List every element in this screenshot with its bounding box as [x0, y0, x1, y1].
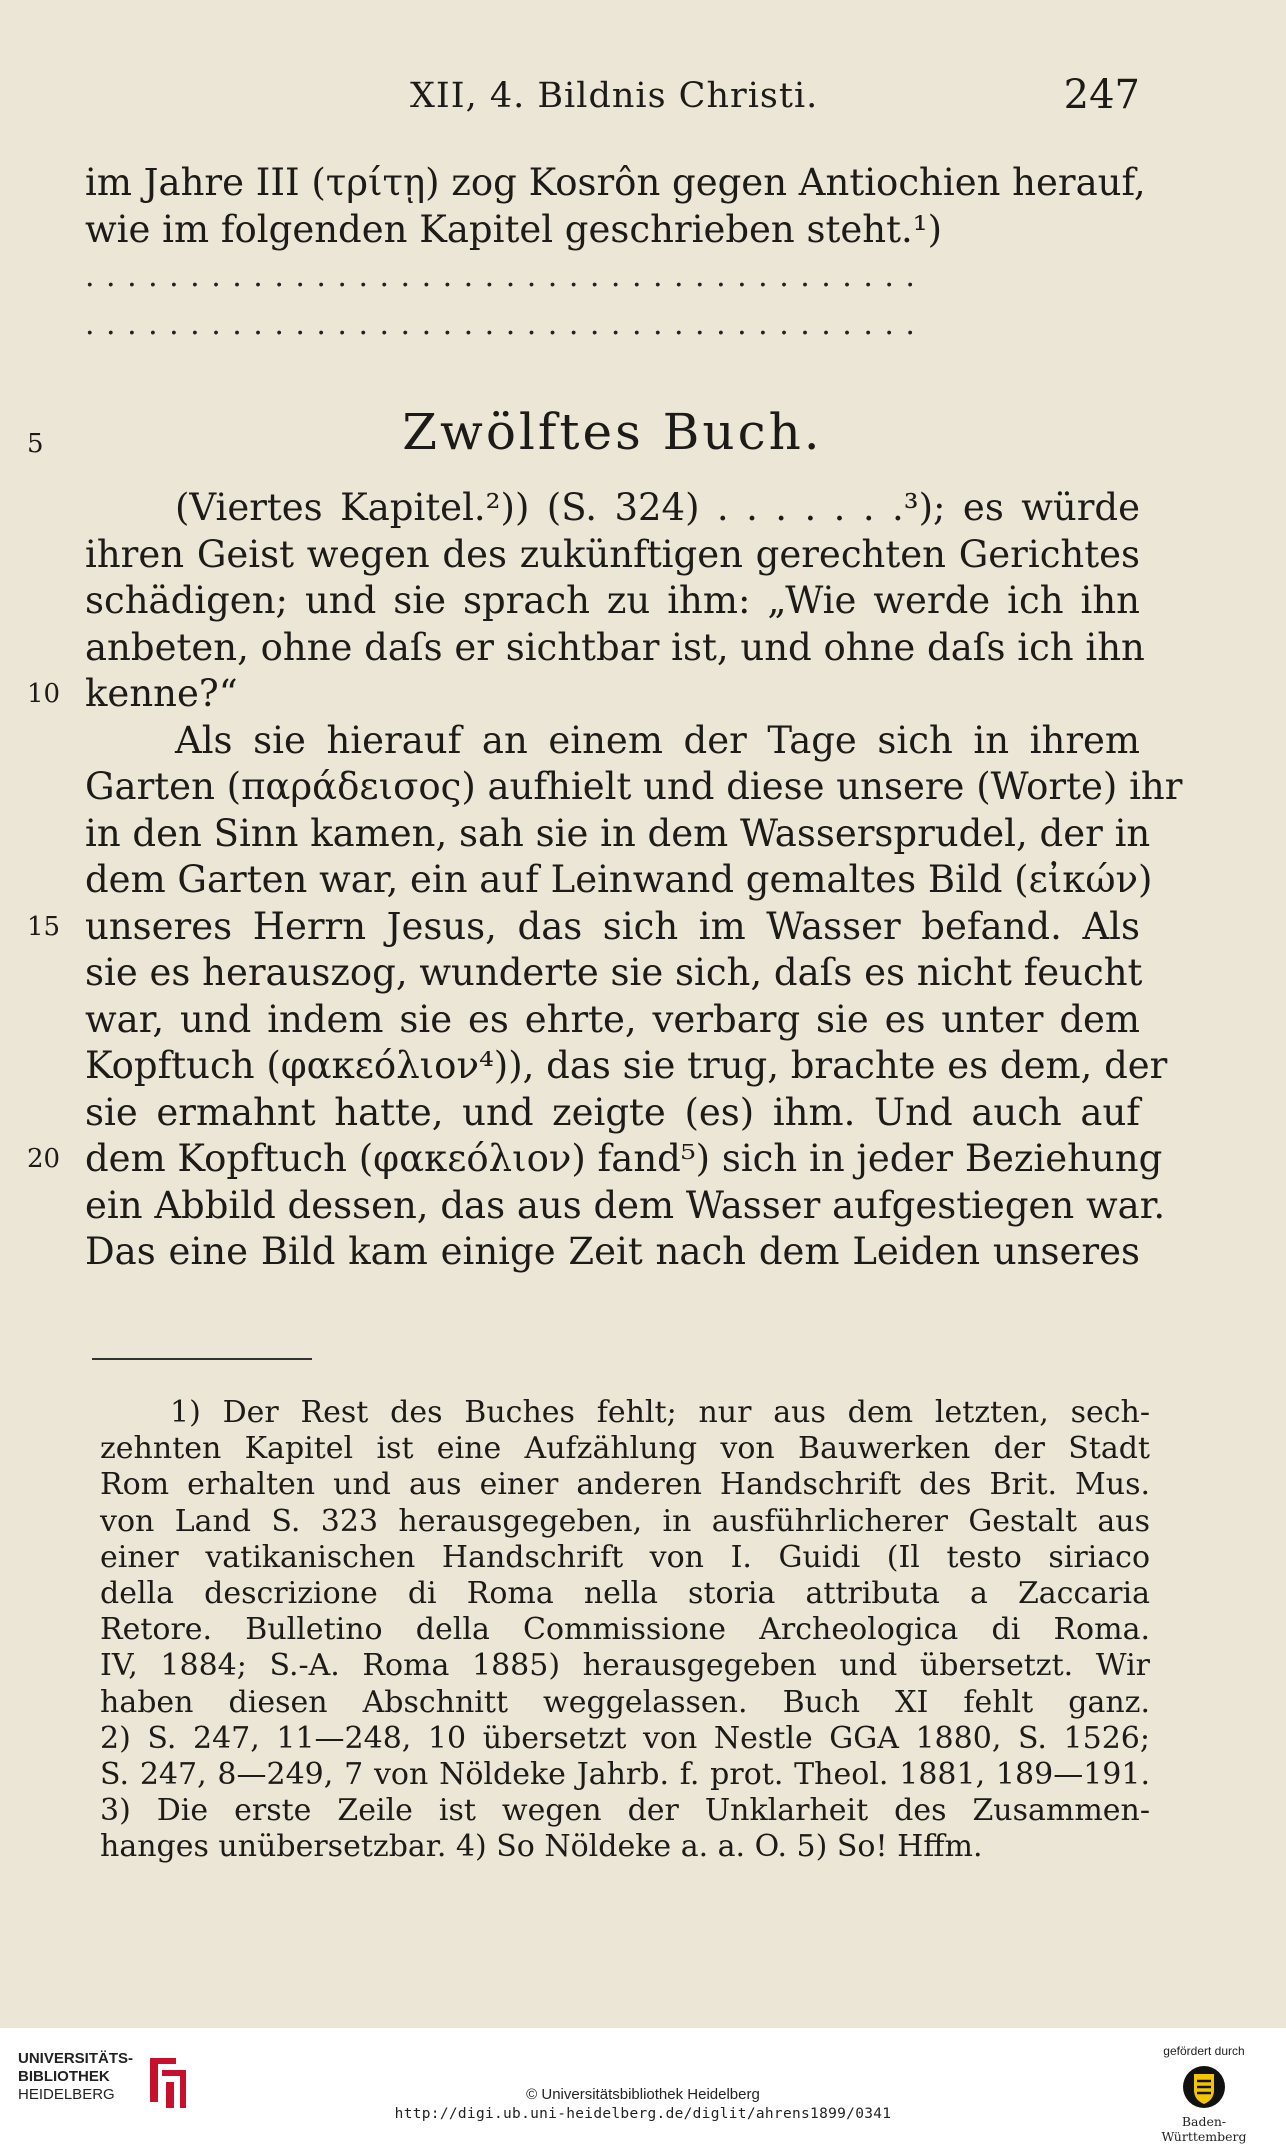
footnote-line: haben diesen Abschnitt weggelassen. Buch XI fehlt ganz.	[100, 1684, 1150, 1720]
text-line: Kopftuch (φακεόλιον⁴)), das sie trug, brachte es dem, der	[85, 1044, 1168, 1087]
ellipsis-line: ........................................	[85, 259, 927, 294]
permalink[interactable]: http://digi.ub.uni-heidelberg.de/diglit/ahrens1899/0341	[394, 2106, 892, 2122]
text-line: Als sie hierauf an einem der Tage sich in ihrem	[175, 718, 1140, 762]
footnote-line: IV, 1884; S.-A. Roma 1885) herausgegeben und übersetzt. Wir	[100, 1648, 1150, 1684]
text-line: sie es herauszog, wunderte sie sich, daſs es nicht feucht	[85, 951, 1143, 994]
line-number: 20	[27, 1144, 61, 1174]
line-number: 15	[27, 911, 61, 942]
text-line: anbeten, ohne daſs er sichtbar ist, und ohne daſs ich ihn	[85, 625, 1145, 669]
footnote-line: 1) Der Rest des Buches fehlt; nur aus dem letzten, sech-	[170, 1395, 1150, 1430]
library-logo[interactable]	[18, 2050, 193, 2114]
running-head: XII, 4. Bildnis Christi.	[410, 76, 819, 116]
chapter-heading	[27, 389, 1140, 485]
footnote-line: S. 247, 8—249, 7 von Nöldeke Jahrb. f. prot. Theol. 1881, 189—191.	[100, 1756, 1150, 1792]
sponsor-block	[1144, 2044, 1264, 2144]
body-text	[27, 160, 1183, 1276]
text-line: in den Sinn kamen, sah sie in dem Wassersprudel, der in	[85, 811, 1151, 855]
footnote-line: hanges unübersetzbar. 4) So Nöldeke a. a. O. 5) So! Hffm.	[100, 1829, 983, 1865]
footnote-line: della descrizione di Roma nella storia attributa a Zaccaria	[100, 1575, 1150, 1611]
sponsor-label: gefördert durch	[1163, 2044, 1245, 2058]
viewer-footer	[0, 2028, 1286, 2144]
page-number: 247	[1063, 72, 1140, 118]
ellipsis-line: ........................................	[85, 307, 927, 342]
footnote-line: von Land S. 323 herausgegeben, in ausführlicherer Gestalt aus	[100, 1503, 1150, 1539]
text-line: 15 unseres Herrn Jesus, das sich im Wasser befand. Als	[85, 904, 1140, 951]
text-line: ihren Geist wegen des zukünftigen gerechten Gerichtes	[85, 532, 1140, 576]
line-number: 5	[27, 429, 44, 459]
text-line: Das eine Bild kam einige Zeit nach dem Leiden unseres	[85, 1230, 1140, 1273]
footnote-line: einer vatikanischen Handschrift von I. Guidi (Il testo siriaco	[100, 1539, 1150, 1575]
footnote-divider	[92, 1358, 312, 1360]
text-line: (Viertes Kapitel.²)) (S. 324) . . . . . . .³); es würde	[175, 486, 1140, 529]
library-name-line: BIBLIOTHEK	[18, 2068, 110, 2085]
footnote-line: Retore. Bulletino della Commissione Archeologica di Roma.	[100, 1612, 1150, 1648]
footnote-line: Rom erhalten und aus einer anderen Handschrift des Brit. Mus.	[100, 1467, 1150, 1503]
text-line: 10 kenne?“	[85, 671, 1140, 718]
text-line: dem Garten war, ein auf Leinwand gemaltes Bild (εἰκών)	[85, 858, 1153, 901]
library-name-line: HEIDELBERG	[18, 2086, 115, 2103]
chapter-title: Zwölftes Buch.	[402, 403, 823, 461]
footnotes	[100, 1395, 1150, 1865]
line-number: 10	[27, 679, 61, 709]
coat-of-arms-icon	[1181, 2064, 1227, 2110]
text-line: schädigen; und sie sprach zu ihm: „Wie werde ich ihn	[85, 579, 1140, 622]
text-line: ein Abbild dessen, das aus dem Wasser aufgestiegen war.	[85, 1183, 1166, 1227]
text-line: 20 dem Kopftuch (φακεόλιον) fand⁵) sich in jeder Beziehung	[85, 1136, 1140, 1183]
copyright-notice: © Universitätsbibliothek Heidelberg	[526, 2086, 760, 2103]
footnote-line: 2) S. 247, 11—248, 10 übersetzt von Nestle GGA 1880, S. 1526;	[100, 1720, 1150, 1756]
text-line: sie ermahnt hatte, und zeigte (es) ihm. Und auch auf	[85, 1090, 1140, 1134]
text-line: wie im folgenden Kapitel geschrieben steht.¹)	[85, 207, 942, 251]
footnote-line: 3) Die erste Zeile ist wegen der Unklarheit des Zusammen-	[100, 1793, 1150, 1829]
page-header	[85, 72, 1140, 122]
text-line: Garten (παράδεισος) aufhielt und diese unsere (Worte) ihr	[85, 765, 1183, 808]
footnote-line: zehnten Kapitel ist eine Aufzählung von Bauwerken der Stadt	[100, 1431, 1150, 1467]
text-line: war, und indem sie es ehrte, verbarg sie es unter dem	[85, 997, 1140, 1041]
library-name-line: UNIVERSITÄTS-	[18, 2050, 134, 2067]
sponsor-region: Baden-Württemberg	[1161, 2114, 1247, 2144]
text-line: im Jahre III (τρίτῃ) zog Kosrôn gegen Antiochien herauf,	[85, 161, 1146, 204]
